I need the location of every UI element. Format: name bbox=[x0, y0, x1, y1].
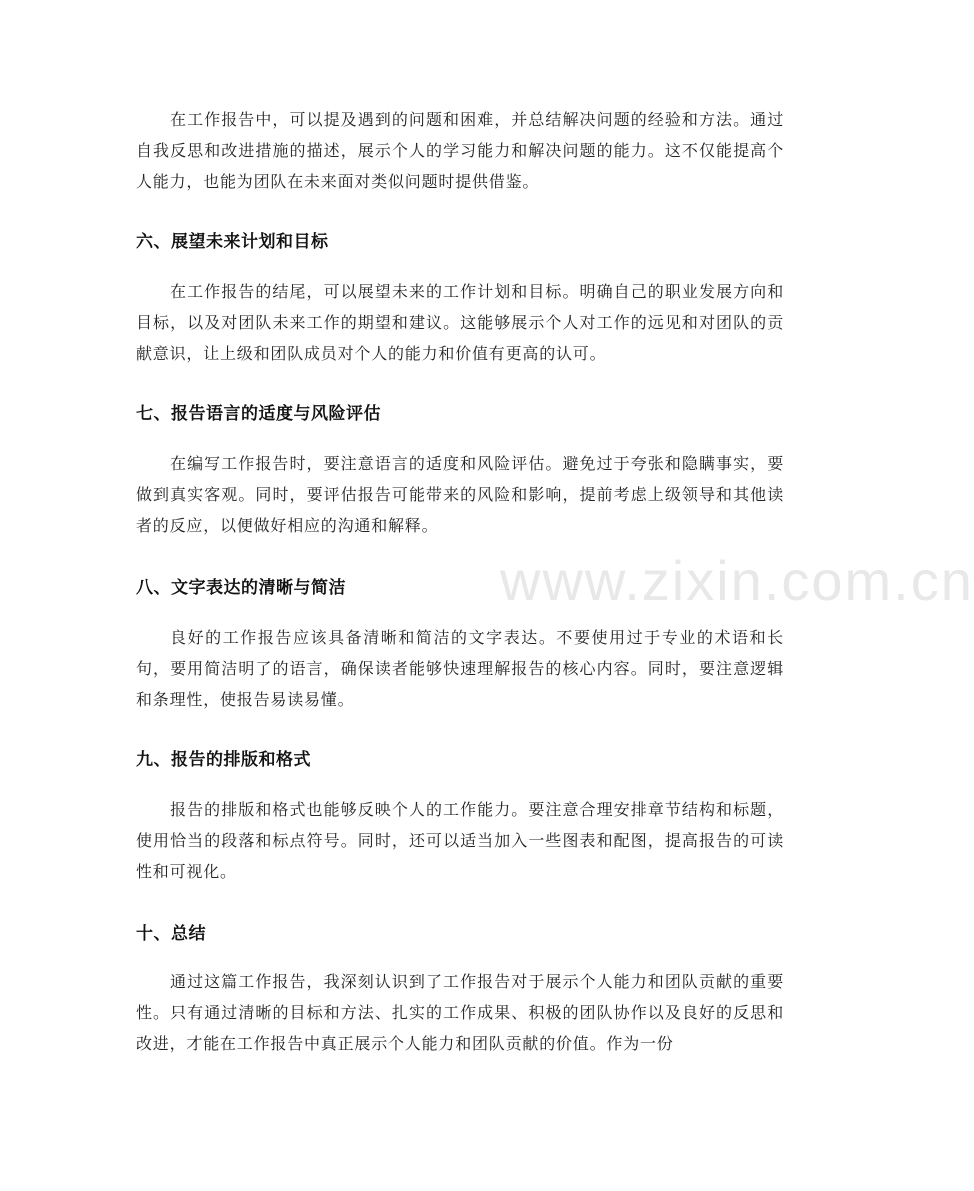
section-8-body-block bbox=[136, 622, 784, 715]
section-body-9: 报告的排版和格式也能够反映个人的工作能力。要注意合理安排章节结构和标题，使用恰当的段落和标点符号。同时，还可以适当加入一些图表和配图，提高报告的可读性和可视化。 bbox=[136, 800, 784, 881]
section-8-heading-block bbox=[136, 576, 784, 600]
watermark: www.zixin.com.cn bbox=[500, 549, 974, 612]
section-heading-7: 七、报告语言的适度与风险评估 bbox=[136, 404, 381, 424]
section-6-body-block bbox=[136, 276, 784, 369]
section-heading-10: 十、总结 bbox=[136, 924, 206, 944]
section-9-heading-block bbox=[136, 748, 784, 772]
section-9-body-block bbox=[136, 794, 784, 887]
section-heading-6: 六、展望未来计划和目标 bbox=[136, 232, 329, 252]
section-body-7: 在编写工作报告时，要注意语言的适度和风险评估。避免过于夸张和隐瞒事实，要做到真实客观。同时，要评估报告可能带来的风险和影响，提前考虑上级领导和其他读者的反应，以便做好相应的沟通和解释。 bbox=[136, 454, 784, 535]
section-7-body-block bbox=[136, 448, 784, 541]
section-7-heading-block bbox=[136, 402, 784, 426]
section-heading-8: 八、文字表达的清晰与简洁 bbox=[136, 578, 346, 598]
intro-paragraph-block bbox=[136, 104, 784, 197]
section-10-body-block bbox=[136, 966, 784, 1059]
intro-paragraph: 在工作报告中，可以提及遇到的问题和困难，并总结解决问题的经验和方法。通过自我反思和改进措施的描述，展示个人的学习能力和解决问题的能力。这不仅能提高个人能力，也能为团队在未来面对类似问题时提供借鉴。 bbox=[136, 110, 784, 191]
section-body-6: 在工作报告的结尾，可以展望未来的工作计划和目标。明确自己的职业发展方向和目标，以及对团队未来工作的期望和建议。这能够展示个人对工作的远见和对团队的贡献意识，让上级和团队成员对个人的能力和价值有更高的认可。 bbox=[136, 282, 784, 363]
section-10-heading-block bbox=[136, 922, 784, 946]
section-body-8: 良好的工作报告应该具备清晰和简洁的文字表达。不要使用过于专业的术语和长句，要用简洁明了的语言，确保读者能够快速理解报告的核心内容。同时，要注意逻辑和条理性，使报告易读易懂。 bbox=[136, 628, 784, 709]
section-body-10: 通过这篇工作报告，我深刻认识到了工作报告对于展示个人能力和团队贡献的重要性。只有通过清晰的目标和方法、扎实的工作成果、积极的团队协作以及良好的反思和改进，才能在工作报告中真正展示个人能力和团队贡献的价值。作为一份 bbox=[136, 972, 784, 1053]
section-6-heading-block bbox=[136, 230, 784, 254]
section-heading-9: 九、报告的排版和格式 bbox=[136, 750, 311, 770]
